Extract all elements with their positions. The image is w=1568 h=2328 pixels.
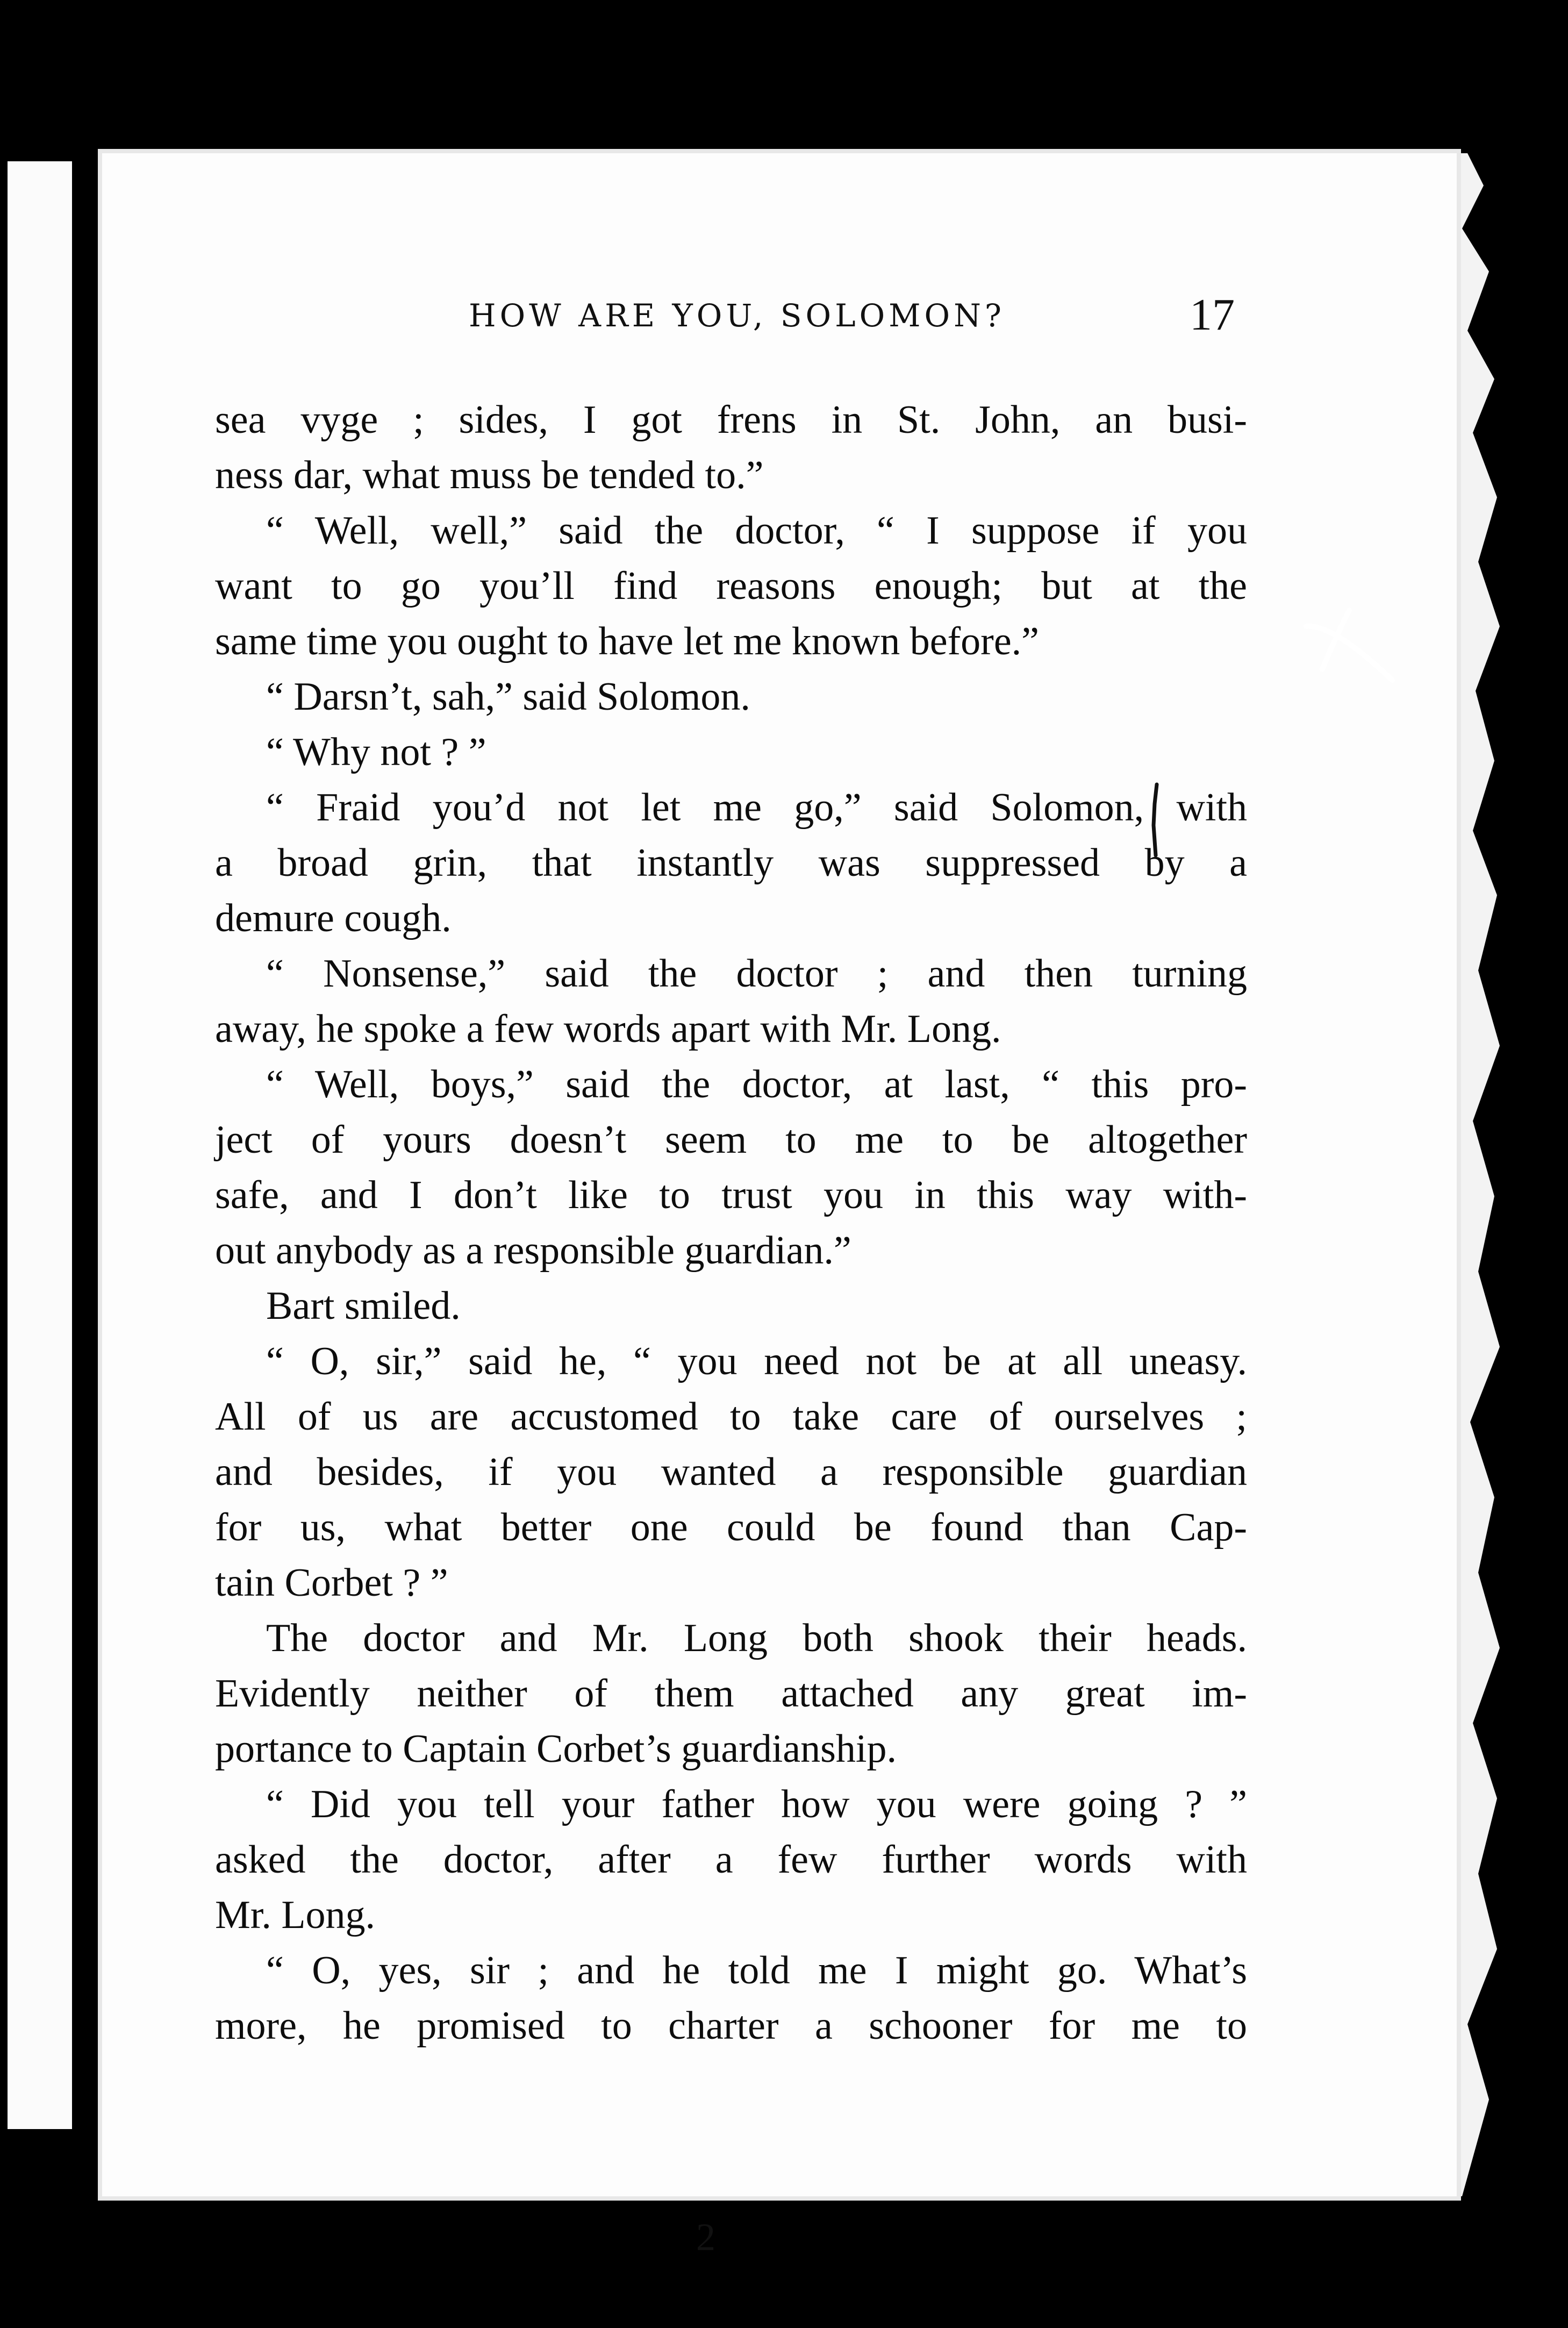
text-line: away, he spoke a few words apart with Mr. Long. — [215, 1007, 1001, 1051]
text-line: All of us are accustomed to take care of ourselves ; — [215, 1395, 1247, 1439]
text-line: safe, and I don’t like to trust you in this way with- — [215, 1173, 1247, 1217]
text-line: Mr. Long. — [215, 1893, 376, 1937]
text-line: “ O, yes, sir ; and he told me I might go. What’s — [266, 1948, 1247, 1993]
text-line: for us, what better one could be found than Cap- — [215, 1505, 1247, 1549]
text-line: sea vyge ; sides, I got frens in St. John, an busi- — [215, 398, 1247, 442]
body-text — [215, 392, 1247, 2054]
text-line: want to go you’ll find reasons enough; but at the — [215, 564, 1247, 608]
text-line: asked the doctor, after a few further words with — [215, 1838, 1247, 1882]
handwritten-caret-mark — [1145, 782, 1166, 858]
text-line: out anybody as a responsible guardian.” — [215, 1229, 851, 1273]
running-header — [102, 153, 1457, 340]
text-line: a broad grin, that instantly was suppressed by a — [215, 841, 1247, 885]
text-line: ness dar, what muss be tended to.” — [215, 453, 764, 497]
text-line: Bart smiled. — [266, 1284, 461, 1328]
signature-mark: 2 — [696, 2216, 715, 2259]
text-line: same time you ought to have let me known before.” — [215, 619, 1040, 663]
text-line: “ Darsn’t, sah,” said Solomon. — [266, 675, 750, 719]
text-line: demure cough. — [215, 896, 452, 940]
text-line: Evidently neither of them attached any great im- — [215, 1672, 1247, 1716]
text-line: and besides, if you wanted a responsible guardian — [215, 1450, 1247, 1494]
running-title: HOW ARE YOU, SOLOMON? — [469, 297, 1005, 334]
text-line: “ Well, boys,” said the doctor, at last, “ this pro- — [266, 1062, 1247, 1106]
page-number: 17 — [1190, 290, 1235, 340]
text-line: “ Did you tell your father how you were going ? ” — [266, 1782, 1247, 1826]
text-line: portance to Captain Corbet’s guardianship. — [215, 1727, 897, 1771]
handwritten-x-mark — [1301, 605, 1398, 685]
book-page — [102, 153, 1457, 2259]
text-line: “ Why not ? ” — [266, 730, 486, 774]
text-line: “ O, sir,” said he, “ you need not be at all uneasy. — [266, 1339, 1247, 1383]
adjacent-page-edge — [8, 161, 72, 2129]
text-line: The doctor and Mr. Long both shook their heads. — [266, 1616, 1247, 1660]
text-line: “ Fraid you’d not let me go,” said Solomon, with — [266, 785, 1247, 830]
text-line: ject of yours doesn’t seem to me to be altogether — [215, 1118, 1247, 1162]
text-line: “ Well, well,” said the doctor, “ I suppose if you — [266, 509, 1247, 553]
text-line: tain Corbet ? ” — [215, 1561, 448, 1605]
text-line: more, he promised to charter a schooner for me to — [215, 2004, 1247, 2048]
text-line: “ Nonsense,” said the doctor ; and then turning — [266, 952, 1247, 996]
